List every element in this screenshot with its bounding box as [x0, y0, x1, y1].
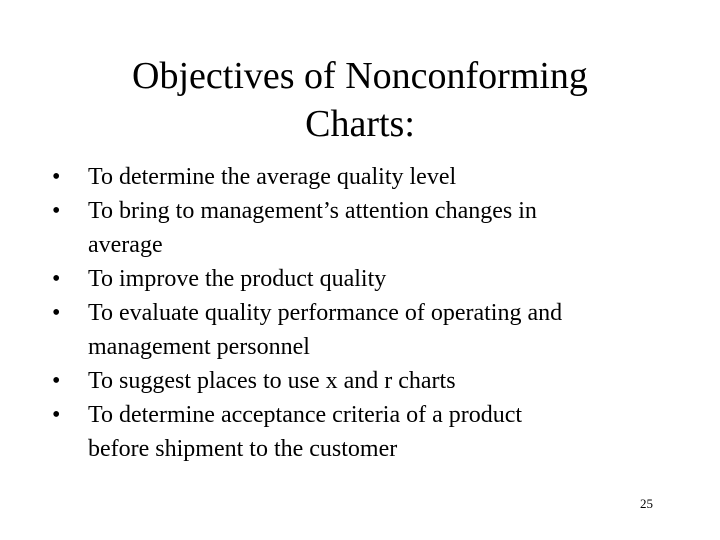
bullet-icon: • — [52, 402, 61, 428]
bullet-item — [52, 194, 662, 262]
bullet-text: To determine acceptance criteria of a product — [88, 402, 523, 428]
bullet-item — [52, 160, 662, 194]
bullet-icon: • — [52, 266, 61, 292]
bullet-text: To improve the product quality — [88, 266, 387, 292]
bullet-item — [52, 364, 662, 398]
bullet-text: To suggest places to use x and r charts — [88, 368, 456, 394]
bullet-text: average — [88, 232, 163, 258]
slide-title — [60, 52, 660, 148]
bullet-text: To evaluate quality performance of operating and — [88, 300, 563, 326]
bullet-icon: • — [52, 164, 61, 190]
bullet-text: management personnel — [88, 334, 310, 360]
slide-title-line: Charts: — [305, 103, 415, 145]
bullet-item — [52, 262, 662, 296]
bullet-text: To determine the average quality level — [88, 164, 457, 190]
bullet-icon: • — [52, 368, 61, 394]
page-number: 25 — [640, 496, 653, 511]
bullet-icon: • — [52, 300, 61, 326]
bullet-text: before shipment to the customer — [88, 436, 398, 462]
bullet-item — [52, 398, 662, 466]
bullet-list — [52, 160, 662, 466]
bullet-icon: • — [52, 198, 61, 224]
slide-title-line: Objectives of Nonconforming — [132, 55, 588, 97]
bullet-item — [52, 296, 662, 364]
bullet-text: To bring to management’s attention changes in — [88, 198, 537, 224]
